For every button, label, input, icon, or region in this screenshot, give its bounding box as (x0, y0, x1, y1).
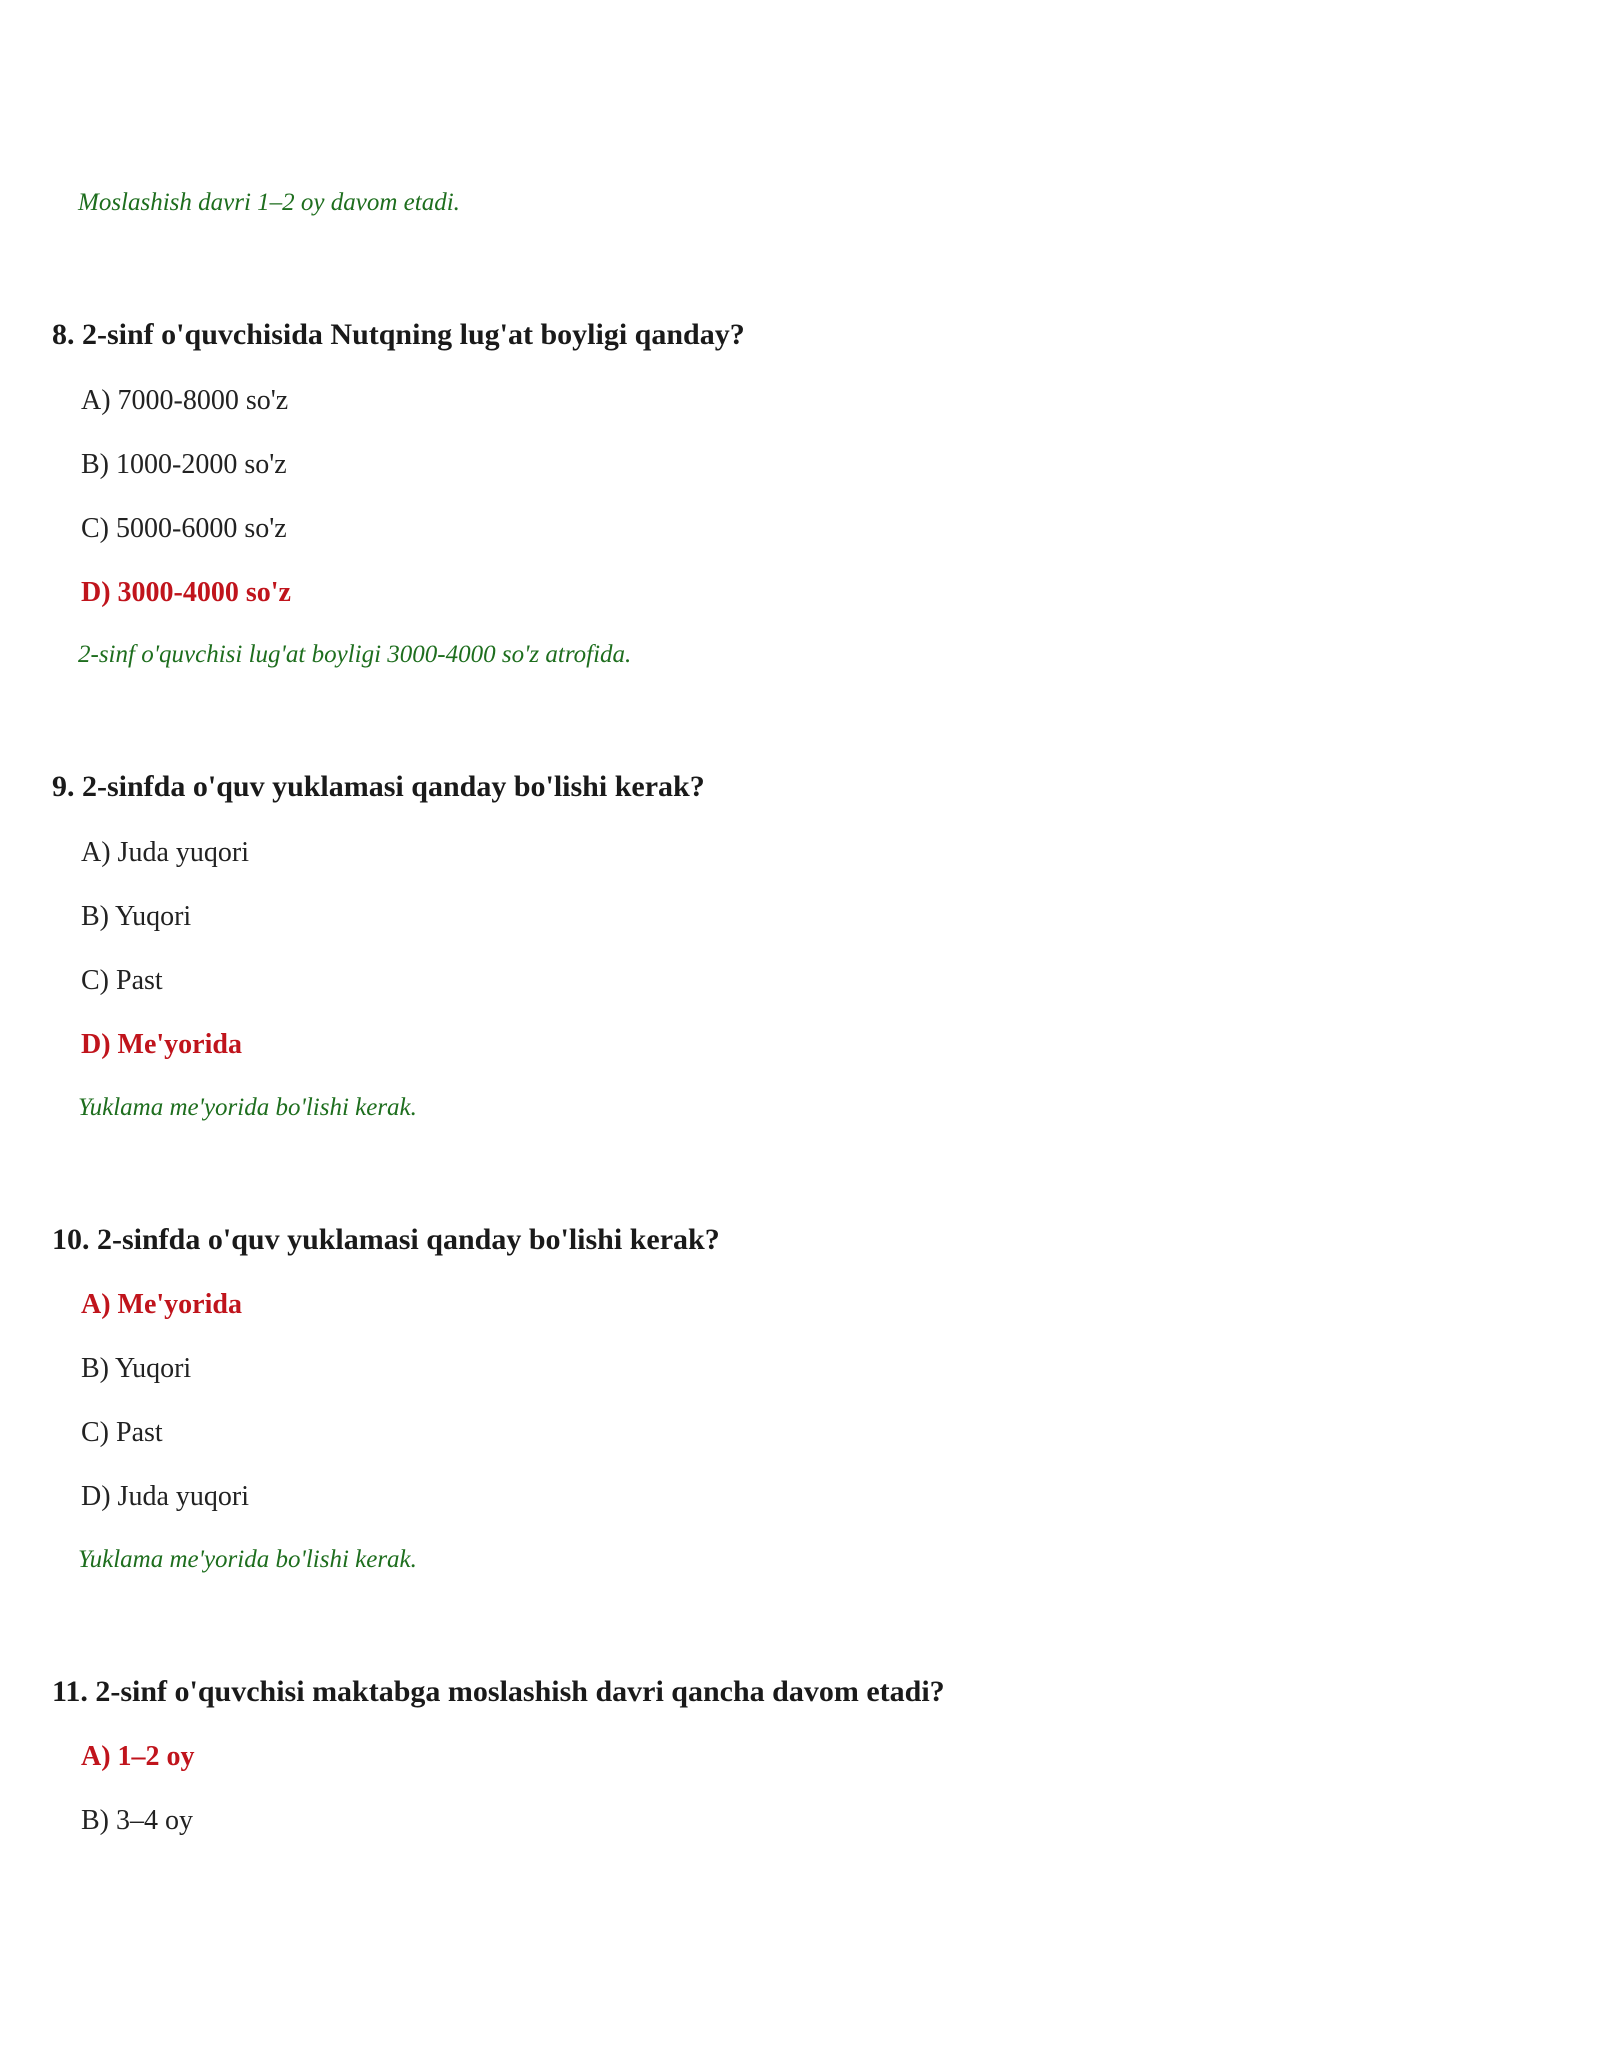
question-title: 9. 2-sinfda o'quv yuklamasi qanday bo'lishi kerak? (52, 770, 705, 803)
correct-answer-option: A) 1–2 oy (81, 1741, 195, 1772)
question-title: 11. 2-sinf o'quvchisi maktabga moslashish davri qancha davom etadi? (52, 1675, 945, 1708)
answer-option: C) Past (81, 965, 163, 996)
explanation-text: Yuklama me'yorida bo'lishi kerak. (78, 1094, 417, 1121)
answer-option: B) Yuqori (81, 901, 192, 932)
answer-option: B) 1000-2000 so'z (81, 449, 287, 480)
correct-answer-option: D) Me'yorida (81, 1029, 242, 1060)
answer-option: C) Past (81, 1417, 163, 1448)
explanation-text: Yuklama me'yorida bo'lishi kerak. (78, 1546, 417, 1573)
question-title: 8. 2-sinf o'quvchisida Nutqning lug'at boyligi qanday? (52, 318, 745, 351)
answer-option: A) Juda yuqori (81, 837, 249, 868)
explanation-text: Moslashish davri 1–2 oy davom etadi. (78, 189, 460, 216)
correct-answer-option: D) 3000-4000 so'z (81, 577, 291, 608)
answer-option: A) 7000-8000 so'z (81, 385, 289, 416)
correct-answer-option: A) Me'yorida (81, 1289, 242, 1320)
answer-option: C) 5000-6000 so'z (81, 513, 287, 544)
answer-option: B) Yuqori (81, 1353, 192, 1384)
answer-option: D) Juda yuqori (81, 1481, 249, 1512)
explanation-text: 2-sinf o'quvchisi lug'at boyligi 3000-4000 so'z atrofida. (78, 641, 632, 668)
answer-option: B) 3–4 oy (81, 1805, 193, 1836)
question-title: 10. 2-sinfda o'quv yuklamasi qanday bo'lishi kerak? (52, 1223, 720, 1256)
